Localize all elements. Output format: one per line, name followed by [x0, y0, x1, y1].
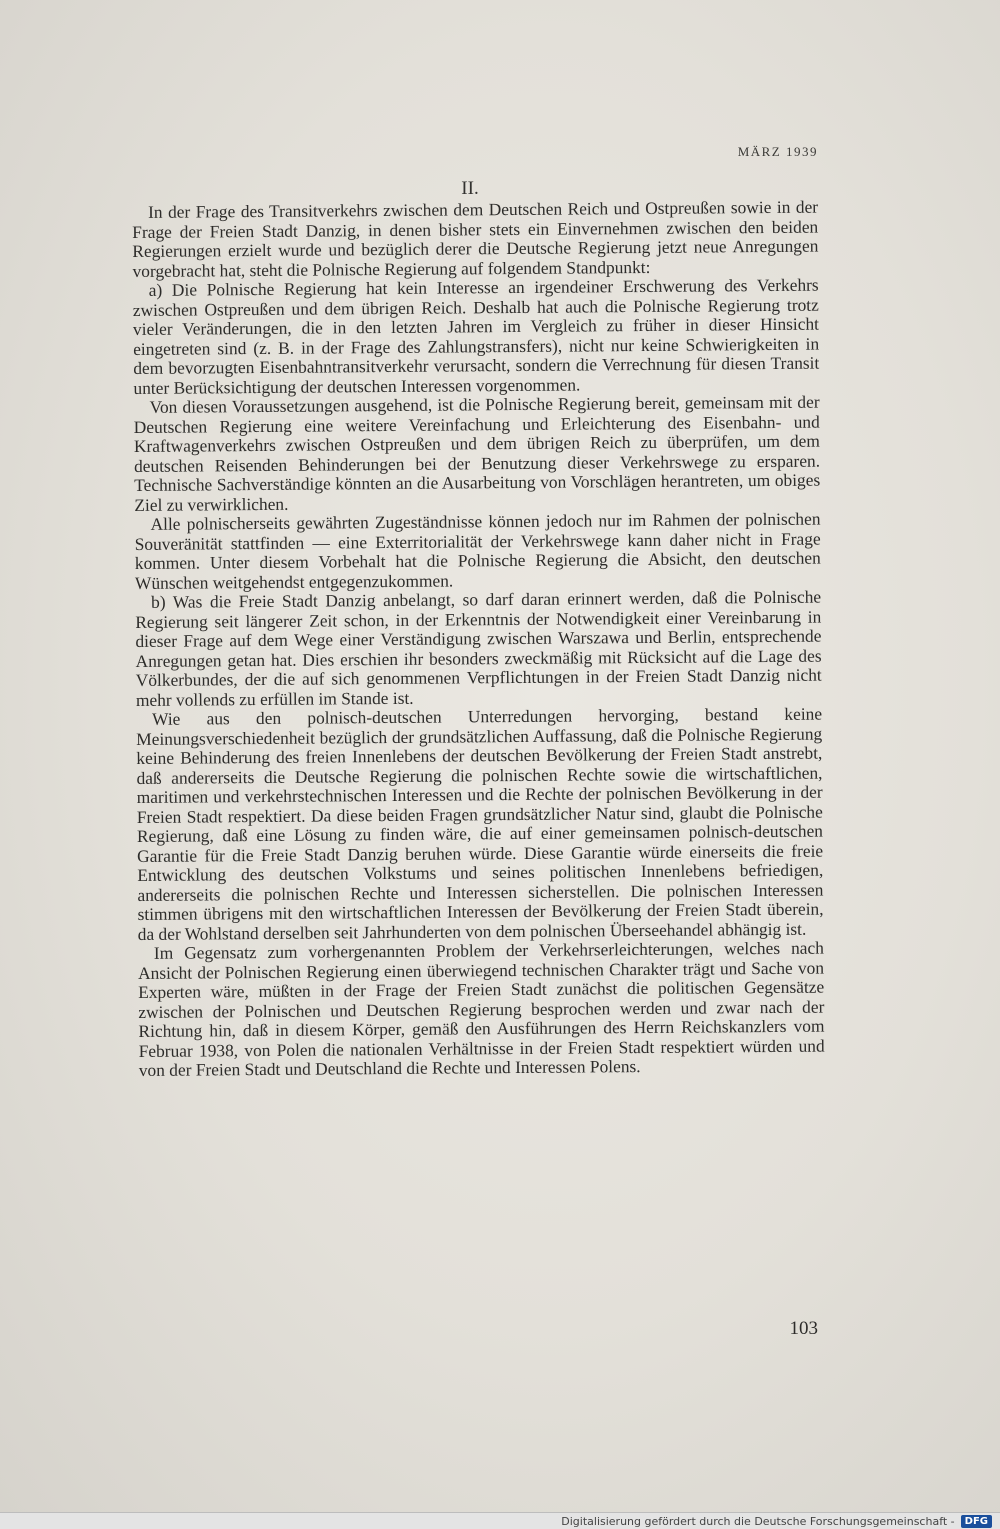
dfg-logo-icon: DFG	[961, 1515, 992, 1528]
paragraph-b-danzig: b) Was die Freie Stadt Danzig anbelangt, so darf daran erinnert werden, daß die Polnische Regierung seit längerer Zeit schon, in der Erkenntnis der Notwendigkeit einer Vereinbarung in dieser Frage auf dem Wege einer Verständigung zwischen Warszawa und Berlin, entsprechende Anregungen getan hat. Dies erschien ihr besonders zweckmäßig mit Rücksicht auf die Lage des Völkerbundes, der die auf sich genommenen Verpflichtungen in der Freien Stadt Danzig nicht mehr vollends zu erfüllen im Stande ist.	[135, 586, 822, 710]
running-head: MÄRZ 1939	[737, 144, 818, 159]
paragraph-a-transit: a) Die Polnische Regierung hat kein Interesse an irgendeiner Erschwerung des Verkehrs zwischen Ostpreußen und dem übrigen Reich. Deshalb hat auch die Polnische Regierung trotz vieler Veränderungen, die in den letzten Jahren im Vergleich zu früher in dieser Hinsicht eingetreten sind (z. B. in der Frage des Zahlungstransfers), nicht nur keine Schwierigkeiten in dem bevorzugten Eisenbahntransitverkehr verursacht, sondern die Verrechnung für diesen Transit unter Berücksichtigung der deutschen Interessen vorgenommen.	[132, 274, 820, 398]
paragraph-sovereignty: Alle polnischerseits gewährten Zugeständnisse können jedoch nur im Rahmen der polnischen Souveränität stattfinden — eine Exterritorialität der Verkehrswege kann daher nicht in Frage kommen. Unter diesem Vorbehalt hat die Polnische Regierung die Absicht, den deutschen Wünschen weitgehendst entgegenzukommen.	[134, 508, 821, 593]
paragraph-transit-simplification: Von diesen Voraussetzungen ausgehend, ist die Polnische Regierung bereit, gemeinsam mit der Deutschen Regierung eine weitere Vereinfachung und Erleichterung des Eisenbahn- und Kraftwagenverkehrs zwischen Ostpreußen und dem übrigen Reich zu überprüfen, um dem deutschen Reisenden Behinderungen bei der Benutzung dieser Verkehrswege zu ersparen. Technische Sachverständige könnten an die Ausarbeitung von Vorschlägen herantreten, um obiges Ziel zu verwirklichen.	[133, 391, 821, 515]
paragraph-political-differences: Im Gegensatz zum vorhergenannten Problem der Verkehrserleichterungen, welches nach Ansicht der Polnischen Regierung einen überwiegend technischen Charakter trägt und Sache von Experten wäre, müßten in der Frage der Freien Stadt zunächst die politischen Gegensätze zwischen der Polnischen und Deutschen Regierung besprochen werden und zwar nach der Richtung hin, daß in diesem Körper, gemäß den Ausführungen des Herrn Reichskanzlers vom Februar 1938, von Polen die nationalen Verhältnisse in der Freien Stadt respektiert würden und von der Freien Stadt und Deutschland die Rechte und Interessen Polens.	[137, 937, 825, 1080]
section-numeral: II.	[461, 178, 479, 199]
footer-credit-text: Digitalisierung gefördert durch die Deutsche Forschungsgemeinschaft -	[561, 1514, 955, 1528]
paragraph-intro: In der Frage des Transitverkehrs zwischen dem Deutschen Reich und Ostpreußen sowie in der Frage der Freien Stadt Danzig, in denen bisher stets ein Einvernehmen zwischen den beiden Regierungen erzielt wurde und bezüglich derer die Deutsche Regierung jetzt neue Anregungen vorgebracht hat, steht die Polnische Regierung auf folgendem Standpunkt:	[132, 196, 819, 281]
body-text	[132, 198, 825, 1081]
page-number: 103	[789, 1318, 818, 1339]
digitization-footer	[0, 1512, 1000, 1529]
paragraph-guarantee: Wie aus den polnisch-deutschen Unterredungen hervorging, bestand keine Meinungsverschiedenheit bezüglich der grundsätzlichen Auffassung, daß die Polnische Regierung keine Behinderung des freien Innenlebens der deutschen Bevölkerung der Freien Stadt anstrebt, daß andererseits die Deutsche Regierung die polnischen Rechte sowie die wirtschaftlichen, maritimen und verkehrstechnischen Interessen und die Rechte der polnischen Bevölkerung in der Freien Stadt respektiert. Da diese beiden Fragen grundsätzlicher Natur sind, glaubt die Polnische Regierung, daß eine Lösung zu finden wäre, die auf einer gemeinsamen polnisch-deutschen Garantie für die Freie Stadt Danzig beruhen würde. Diese Garantie würde einerseits die freie Entwicklung des deutschen Volkstums und seines politischen Innenlebens befriedigen, andererseits die polnischen Rechte und Interessen sicherstellen. Die polnischen Interessen stimmen übrigens mit den wirtschaftlichen Interessen der Bevölkerung der Freien Stadt überein, da der Wohlstand derselben seit Jahrhunderten von dem polnischen Überseehandel abhängig ist.	[136, 703, 824, 944]
